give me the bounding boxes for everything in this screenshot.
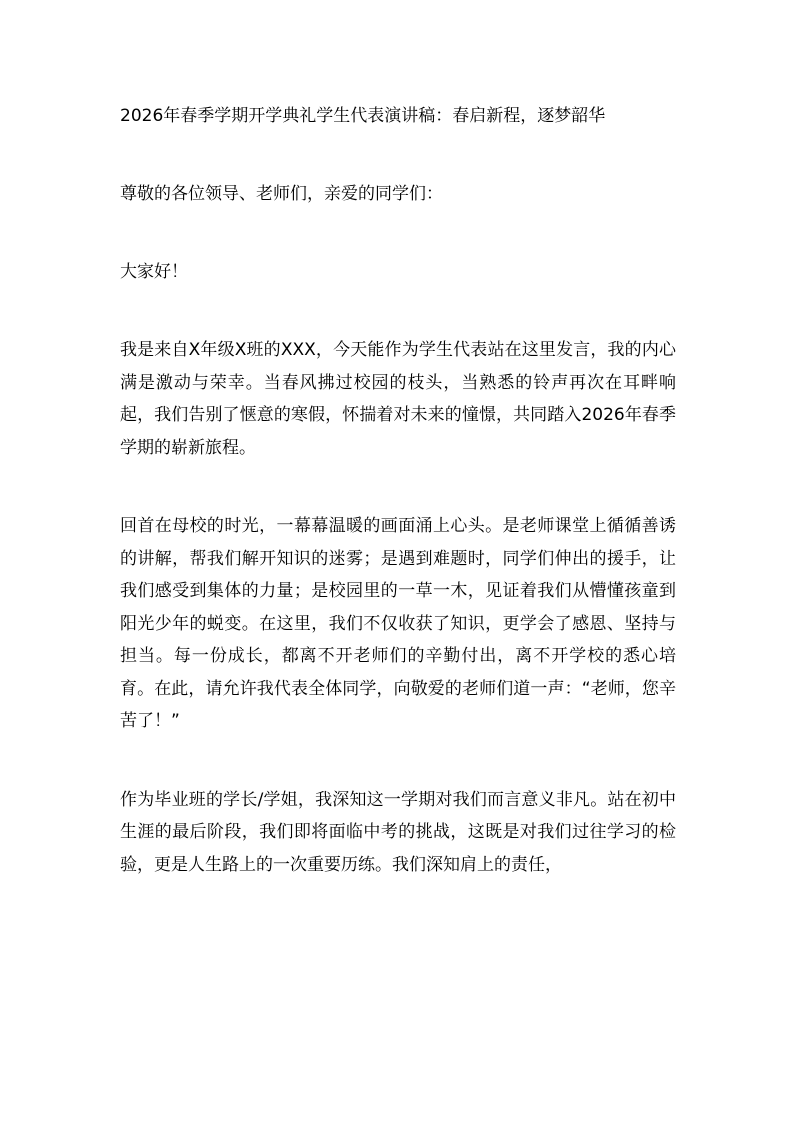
- greeting: 大家好！: [120, 262, 188, 282]
- document-body: [120, 100, 676, 927]
- paragraph-graduating: 作为毕业班的学长/学姐，我深知这一学期对我们而言意义非凡。站在初中生涯的最后阶段，我们即将面临中考的挑战，这既是对我们过往学习的检验，更是人生路上的一次重要历练。我们深知肩上的责任，: [120, 789, 676, 875]
- paragraph-gratitude: 回首在母校的时光，一幕幕温暖的画面涌上心头。是老师课堂上循循善诱的讲解，帮我们解开知识的迷雾；是遇到难题时，同学们伸出的援手，让我们感受到集体的力量；是校园里的一草一木，见证着我们从懵懂孩童到阳光少年的蜕变。在这里，我们不仅收获了知识，更学会了感恩、坚持与担当。每一份成长，都离不开老师们的辛勤付出，离不开学校的悉心培育。在此，请允许我代表全体同学，向敬爱的老师们道一声：“老师，您辛苦了！”: [120, 516, 676, 731]
- salutation: 尊敬的各位领导、老师们，亲爱的同学们：: [120, 184, 443, 204]
- paragraph-intro: 我是来自X年级X班的XXX，今天能作为学生代表站在这里发言，我的内心满是激动与荣幸。当春风拂过校园的枝头，当熟悉的铃声再次在耳畔响起，我们告别了惬意的寒假，怀揣着对未来的憧憬，共同踏入2026年春季学期的崭新旅程。: [120, 340, 676, 458]
- document-title: 2026年春季学期开学典礼学生代表演讲稿：春启新程，逐梦韶华: [120, 106, 606, 126]
